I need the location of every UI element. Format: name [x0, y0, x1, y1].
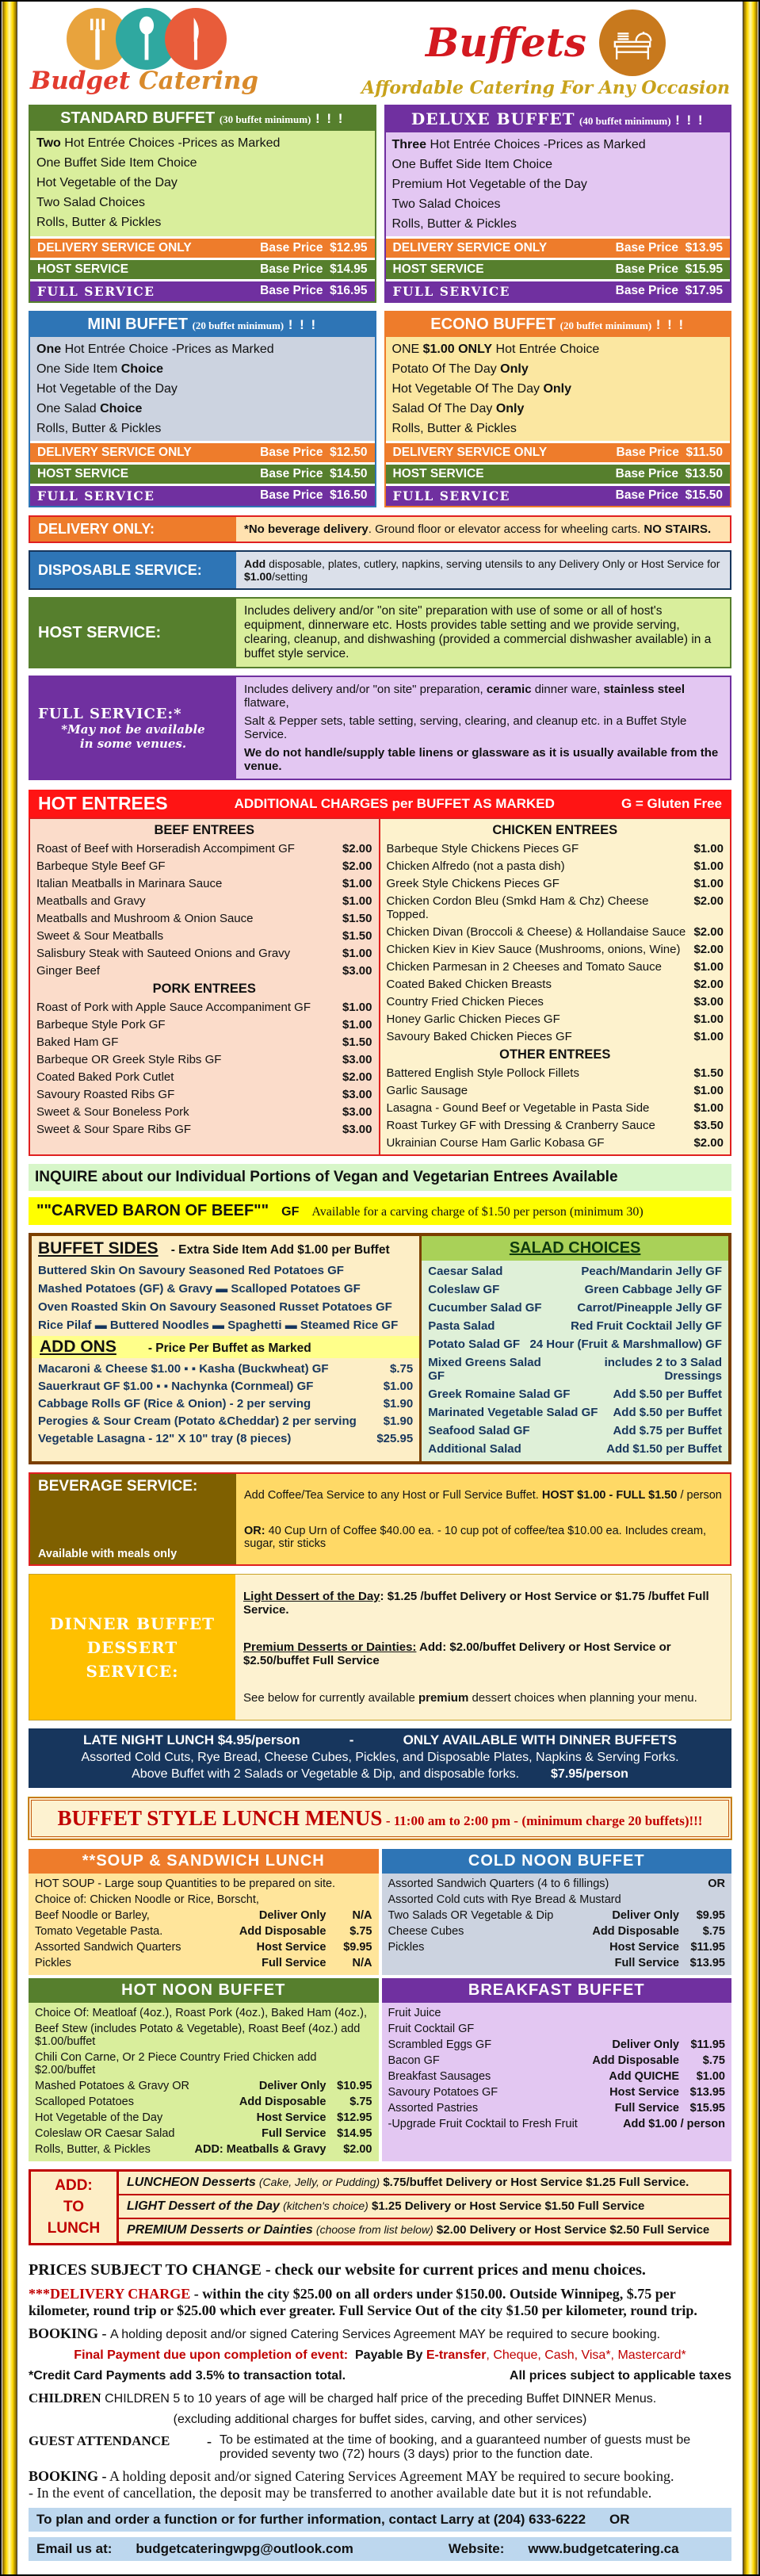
buffet-feature-line: Three Hot Entrée Choices -Prices as Marked	[391, 137, 646, 151]
credit-card-note: *Credit Card Payments add 3.5% to transaction total. All prices subject to applicable taxes	[29, 2369, 731, 2383]
soup-sandwich-lunch-card	[29, 1849, 379, 1975]
full-service-label: FULL SERVICE:* *May not be available in some venues.	[30, 677, 236, 779]
lunch-row: Rolls, Butter, & Pickles ADD: Meatballs & Gravy $2.00	[35, 2143, 372, 2156]
buffet-title: MINI BUFFET	[87, 316, 189, 333]
add-on-row: Cabbage Rolls GF (Rice & Onion) - 2 per serving $1.90	[38, 1396, 414, 1410]
add-ons-subtitle: - Price Per Buffet as Marked	[147, 1342, 311, 1355]
gluten-free-legend: G = Gluten Free	[621, 795, 722, 811]
hot-entrees-header	[29, 790, 731, 817]
menu-item-row: Barbeque Style Chickens Pieces GF $1.00	[386, 841, 724, 855]
full-price-row: FULL SERVICE Base Price $16.95	[30, 281, 375, 301]
lunch-row: Choice Of: Meatloaf (4oz.), Roast Pork (4oz.), Baked Ham (4oz.),	[35, 2007, 368, 2019]
buffet-feature-line: Two Hot Entrée Choices -Prices as Marked	[36, 136, 281, 150]
gold-border-right	[743, 2, 758, 2574]
lunch-row: Scalloped Potatoes Add Disposable $.75	[35, 2096, 372, 2108]
delivery-only-label: DELIVERY ONLY:	[30, 517, 236, 542]
buffet-exclaim: ! ! !	[655, 317, 686, 332]
deluxe-buffet-card	[384, 105, 732, 303]
buffet-feature-line: Rolls, Butter & Pickles	[36, 421, 162, 435]
hot-entrees-title: HOT ENTREES	[38, 793, 168, 813]
econo-buffet-card	[384, 311, 732, 507]
menu-item-row: Savoury Roasted Ribs GF $3.00	[36, 1087, 372, 1101]
chicken-other-column	[380, 819, 731, 1154]
booking-note-2: BOOKING - A holding deposit and/or signed Catering Services Agreement MAY be required to secure booking. - In the event of cancellation, the deposit may be transferred to another available date but it is not refundable.	[29, 2468, 674, 2501]
menu-item-row: Savoury Baked Chicken Pieces GF $1.00	[386, 1029, 724, 1043]
buffet-cards-grid	[29, 105, 731, 507]
menu-item-row: Baked Ham GF $1.50	[36, 1035, 372, 1049]
buffet-feature-line: One Buffet Side Item Choice	[36, 155, 197, 170]
children-note-2: (excluding additional charges for buffet sides, carving, and other services)	[173, 2413, 587, 2426]
knife-icon	[165, 8, 227, 70]
lunch-row: HOT SOUP - Large soup Quantities to be prepared on site.	[35, 1877, 336, 1890]
lunch-row: Beef Stew (includes Potato & Vegetable), Roast Beef (4oz.) add $1.00/buffet	[35, 2023, 361, 2048]
beef-entrees-title: BEEF ENTREES	[154, 823, 255, 837]
buffet-feature-line: Two Salad Choices	[391, 197, 501, 211]
buffet-feature-line: Salad Of The Day Only	[391, 401, 525, 415]
buffet-sides-subtitle: - Extra Side Item Add $1.00 per Buffet	[170, 1243, 390, 1257]
cold-noon-title: COLD NOON BUFFET	[382, 1849, 732, 1874]
lunch-row: Two Salads OR Vegetable & Dip Deliver Only $9.95	[388, 1909, 725, 1922]
lunch-row: Pickles Full Service N/A	[35, 1957, 372, 1969]
menu-item-row: Chicken Cordon Bleu (Smkd Ham & Chz) Cheese Topped. $2.00	[386, 894, 724, 921]
beverage-availability: Available with meals only	[38, 1548, 178, 1560]
menu-item-row: Battered English Style Pollock Fillets $1.50	[386, 1066, 724, 1080]
salad-row: Greek Romaine Salad GF Add $.50 per Buffet	[428, 1388, 722, 1401]
lunch-row: Hot Vegetable of the Day Host Service $12.95	[35, 2111, 372, 2124]
lunch-row: Choice of: Chicken Noodle or Rice, Borscht,	[35, 1893, 259, 1906]
guest-attendance-note: GUEST ATTENDANCE - To be estimated at the time of booking, and a guaranteed number of guests must be provided seventy two (72) hours (3 days) prior to the function date.	[29, 2433, 691, 2461]
host-price-row: HOST SERVICE Base Price $14.50	[30, 465, 375, 484]
buffet-feature-line: Premium Hot Vegetable of the Day	[391, 177, 587, 191]
full-service-sub1: *May not be available	[61, 722, 205, 737]
menu-item-row: Garlic Sausage $1.00	[386, 1083, 724, 1097]
brand-name	[30, 67, 258, 95]
buffet-title: DELUXE BUFFET	[411, 109, 575, 128]
email-website-banner	[29, 2537, 731, 2561]
lunch-row: -Upgrade Fruit Cocktail to Fresh Fruit Add $1.00 / person	[388, 2118, 725, 2130]
buffet-feature-line: ONE $1.00 ONLY Hot Entrée Choice	[391, 342, 600, 356]
dinner-dessert-label: DINNER BUFFET DESSERT SERVICE:	[29, 1575, 235, 1720]
econo-buffet-header	[386, 312, 731, 337]
buffet-features	[30, 337, 375, 441]
buffet-features	[386, 337, 731, 441]
host-service-label: HOST SERVICE:	[30, 599, 236, 667]
brand-word-budget: Budget	[30, 67, 131, 95]
buffet-feature-line: One Side Item Choice	[36, 362, 164, 376]
beverage-service-note	[29, 1472, 731, 1566]
gold-border-left	[2, 2, 17, 2574]
lunch-row: Mashed Potatoes & Gravy OR Deliver Only $10.95	[35, 2080, 372, 2092]
email-label: Email us at:	[36, 2541, 113, 2556]
full-price-row: FULL SERVICE Base Price $16.50	[30, 486, 375, 506]
footer-notes	[29, 2253, 731, 2568]
buffet-exclaim: ! ! !	[675, 113, 705, 128]
cold-noon-buffet-card	[382, 1849, 732, 1975]
lunch-row: Scrambled Eggs GF Deliver Only $11.95	[388, 2038, 725, 2051]
hot-noon-buffet-card	[29, 1978, 379, 2161]
breakfast-title: BREAKFAST BUFFET	[382, 1978, 732, 2003]
website-label: Website:	[448, 2541, 505, 2556]
brand-word-catering: Catering	[138, 67, 259, 95]
hot-noon-title: HOT NOON BUFFET	[29, 1978, 379, 2003]
menu-item-row: Country Fried Chicken Pieces $3.00	[386, 994, 724, 1009]
pork-entrees-title: PORK ENTREES	[152, 982, 256, 996]
add-to-lunch-table	[29, 2169, 731, 2245]
disposable-service-text: Add disposable, plates, cutlery, napkins, serving utensils to any Delivery Only or Host Service for $1.00/setting	[236, 552, 730, 588]
menu-item-row: Meatballs and Gravy $1.00	[36, 894, 372, 908]
buffet-sides-title: BUFFET SIDES	[38, 1239, 158, 1257]
hot-noon-body	[29, 2003, 379, 2161]
contact-banner: To plan and order a function or for further information, contact Larry at (204) 633-6222 OR	[29, 2508, 731, 2532]
late-night-lunch-items: Assorted Cold Cuts, Rye Bread, Cheese Cubes, Pickles, and Disposable Plates, Napkins & Serving Forks.	[81, 1751, 679, 1764]
add-to-lunch-row: LUNCHEON Desserts (Cake, Jelly, or Pudding) $.75/buffet Delivery or Host Service $1.25 Full Service.	[119, 2172, 729, 2195]
hot-entrees-subtitle: ADDITIONAL CHARGES per BUFFET AS MARKED	[234, 795, 555, 811]
lunch-menus-banner: BUFFET STYLE LUNCH MENUS - 11:00 am to 2:00 pm - (minimum charge 20 buffets)!!!	[29, 1797, 731, 1839]
add-on-row: Sauerkraut GF $1.00 ▪ ▪ Nachynka (Cornmeal) GF $1.00	[38, 1379, 414, 1393]
tagline: Affordable Catering For Any Occasion	[361, 78, 730, 98]
add-to-lunch-rows	[119, 2172, 729, 2243]
delivery-only-text: *No beverage delivery. Ground floor or elevator access for wheeling carts. NO STAIRS.	[236, 517, 730, 542]
full-service-note	[29, 676, 731, 780]
menu-item-row: Greek Style Chickens Pieces GF $1.00	[386, 876, 724, 890]
lunch-row: Bacon GF Add Disposable $.75	[388, 2054, 725, 2067]
host-price-row: HOST SERVICE Base Price $13.50	[386, 465, 731, 484]
lunch-row: Assorted Cold cuts with Rye Bread & Mustard	[388, 1893, 621, 1906]
side-item-line: Mashed Potatoes (GF) & Gravy ▬ Scalloped Potatoes GF	[38, 1282, 361, 1296]
salad-row: Mixed Greens Salad GF includes 2 to 3 Salad Dressings	[428, 1356, 722, 1383]
side-item-line: Oven Roasted Skin On Savoury Seasoned Russet Potatoes GF	[38, 1300, 392, 1314]
buffet-exclaim: ! ! !	[288, 317, 318, 332]
menu-item-row: Meatballs and Mushroom & Onion Sauce $1.50	[36, 911, 372, 925]
dinner-dessert-note	[29, 1574, 731, 1721]
buffet-feature-line: One Salad Choice	[36, 401, 143, 415]
deluxe-buffet-header	[386, 106, 731, 132]
standard-buffet-header	[30, 106, 375, 131]
carved-baron-title: ""CARVED BARON OF BEEF""	[36, 1202, 269, 1219]
host-service-note	[29, 597, 731, 668]
buffet-title: STANDARD BUFFET	[60, 109, 216, 127]
contact-phone-line: To plan and order a function or for further information, contact Larry at (204) 633-6222	[36, 2512, 586, 2527]
buffet-feature-line: Two Salad Choices	[36, 195, 145, 209]
side-item-line: Rice Pilaf ▬ Buttered Noodles ▬ Spaghetti ▬ Steamed Rice GF	[38, 1319, 399, 1332]
menu-item-row: Barbeque Style Beef GF $2.00	[36, 859, 372, 873]
lunch-row: Beef Noodle or Barley, Deliver Only N/A	[35, 1909, 372, 1922]
lunch-row: Coleslaw OR Caesar Salad Full Service $14.95	[35, 2127, 372, 2140]
beverage-service-label: BEVERAGE SERVICE: Available with meals only	[30, 1474, 236, 1564]
menu-item-row: Sweet & Sour Boneless Pork $3.00	[36, 1104, 372, 1119]
lunch-row: Assorted Sandwich Quarters (4 to 6 fillings) OR	[388, 1877, 725, 1890]
buffet-minimum: (30 buffet minimum)	[219, 113, 311, 125]
booking-note-1: BOOKING - A holding deposit and/or signed Catering Services Agreement MAY be required to secure booking.	[29, 2325, 661, 2341]
delivery-price-row: DELIVERY SERVICE ONLY Base Price $13.95	[386, 239, 731, 258]
buffet-feature-line: Hot Vegetable of the Day	[36, 381, 178, 396]
buffet-feature-line: Rolls, Butter & Pickles	[36, 215, 162, 229]
buffet-features	[386, 132, 731, 236]
buffet-feature-line: One Buffet Side Item Choice	[391, 157, 552, 171]
add-on-row: Vegetable Lasagna - 12" X 10" tray (8 pieces) $25.95	[38, 1431, 414, 1445]
utensils-logo	[67, 8, 227, 70]
buffet-feature-line: Rolls, Butter & Pickles	[391, 421, 517, 435]
salad-choices-column	[422, 1236, 728, 1461]
host-service-text: Includes delivery and/or "on site" preparation with use of some or all of host's equipment, dinnerware etc. Hosts provides table setting and we provide serving, clearing, cleanup, and dishwashing (provided a commercial dishwasher available) in a buffet style service.	[236, 599, 730, 667]
chicken-entrees-title: CHICKEN ENTREES	[492, 823, 618, 837]
children-note: CHILDREN CHILDREN 5 to 10 years of age will be charged half price of the preceding Buffet DINNER Menus.	[29, 2390, 657, 2406]
salad-row: Coleslaw GF Green Cabbage Jelly GF	[428, 1283, 722, 1296]
breakfast-body	[382, 2003, 732, 2161]
menu-item-row: Roast of Beef with Horseradish Accompiment GF $2.00	[36, 841, 372, 855]
prices-subject-note: PRICES SUBJECT TO CHANGE - check our website for current prices and menu choices.	[29, 2261, 646, 2279]
website-link[interactable]: www.budgetcatering.ca	[528, 2541, 679, 2556]
carved-baron-text: Available for a carving charge of $1.50 per person (minimum 30)	[311, 1205, 644, 1219]
host-price-row: HOST SERVICE Base Price $15.95	[386, 260, 731, 279]
buffet-exclaim: ! ! !	[315, 111, 345, 126]
host-price-row: HOST SERVICE Base Price $14.95	[30, 260, 375, 279]
lunch-row: Assorted Pastries Full Service $15.95	[388, 2102, 725, 2115]
salad-row: Marinated Vegetable Salad GF Add $.50 per Buffet	[428, 1406, 722, 1419]
full-service-sub2: in some venues.	[79, 736, 187, 751]
buffet-feature-line: Rolls, Butter & Pickles	[391, 216, 517, 231]
soup-sandwich-title: **SOUP & SANDWICH LUNCH	[29, 1849, 379, 1874]
salad-row: Pasta Salad Red Fruit Cocktail Jelly GF	[428, 1319, 722, 1333]
beef-pork-column	[30, 819, 380, 1154]
disposable-service-note	[29, 550, 731, 590]
cold-noon-body	[382, 1874, 732, 1975]
menu-item-row: Chicken Alfredo (not a pasta dish) $1.00	[386, 859, 724, 873]
sides-salads-box	[29, 1233, 731, 1464]
page-header	[29, 5, 731, 101]
lunch-row: Fruit Cocktail GF	[388, 2023, 475, 2035]
salad-row: Cucumber Salad GF Carrot/Pineapple Jelly GF	[428, 1301, 722, 1315]
lunch-row: Fruit Juice	[388, 2007, 441, 2019]
mini-buffet-card	[29, 311, 376, 507]
brand-block	[30, 8, 258, 95]
menu-item-row: Coated Baked Pork Cutlet $2.00	[36, 1070, 372, 1084]
lunch-row: Assorted Sandwich Quarters Host Service $9.95	[35, 1941, 372, 1954]
lunch-row: Full Service $13.95	[614, 1957, 725, 1969]
delivery-price-row: DELIVERY SERVICE ONLY Base Price $12.50	[30, 443, 375, 462]
lunch-row: Savoury Potatoes GF Host Service $13.95	[388, 2086, 725, 2099]
menu-item-row: Barbeque OR Greek Style Ribs GF $3.00	[36, 1052, 372, 1066]
delivery-price-row: DELIVERY SERVICE ONLY Base Price $12.95	[30, 239, 375, 258]
lunch-menu-grid	[29, 1849, 731, 2161]
menu-item-row: Ginger Beef $3.00	[36, 963, 372, 978]
lunch-row: Tomato Vegetable Pasta. Add Disposable $.75	[35, 1925, 372, 1938]
side-item-line: Buttered Skin On Savoury Seasoned Red Potatoes GF	[38, 1264, 344, 1277]
lunch-row: Pickles Host Service $11.95	[388, 1941, 725, 1954]
full-price-row: FULL SERVICE Base Price $15.50	[386, 486, 731, 506]
salad-row: Seafood Salad GF Add $.75 per Buffet	[428, 1424, 722, 1437]
page-title: Buffets	[426, 19, 587, 66]
add-on-row: Perogies & Sour Cream (Potato &Cheddar) 2 per serving $1.90	[38, 1414, 414, 1428]
add-on-row: Macaroni & Cheese $1.00 ▪ ▪ Kasha (Buckwheat) GF $.75	[38, 1361, 414, 1376]
menu-item-row: Coated Baked Chicken Breasts $2.00	[386, 977, 724, 991]
add-ons-header	[32, 1336, 419, 1358]
menu-item-row: Roast Turkey GF with Dressing & Cranberry Sauce $3.50	[386, 1118, 724, 1132]
soup-sandwich-body	[29, 1874, 379, 1975]
menu-item-row: Salisbury Steak with Sauteed Onions and Gravy $1.00	[36, 946, 372, 960]
menu-item-row: Sweet & Sour Meatballs $1.50	[36, 928, 372, 943]
menu-item-row: Chicken Divan (Broccoli & Cheese) & Hollandaise Sauce $2.00	[386, 924, 724, 939]
buffet-features	[30, 131, 375, 236]
menu-item-row: Chicken Parmesan in 2 Cheeses and Tomato Sauce $1.00	[386, 959, 724, 974]
disposable-service-label: DISPOSABLE SERVICE:	[30, 552, 236, 588]
delivery-price-row: DELIVERY SERVICE ONLY Base Price $11.50	[386, 443, 731, 462]
dinner-dessert-text: Light Dessert of the Day: $1.25 /buffet Delivery or Host Service or $1.75 /buffet Full Service. Premium Desserts or Dainties: Add: $2.00/buffet Delivery or Host Service or $2.50/buffet Full Service See below for currently available premium dessert choices when planning your menu.	[235, 1575, 731, 1720]
buffet-table-icon	[599, 10, 666, 76]
hot-entrees-columns	[29, 817, 731, 1156]
full-price-row: FULL SERVICE Base Price $17.95	[386, 281, 731, 301]
buffet-feature-line: Potato Of The Day Only	[391, 362, 529, 376]
buffet-sides-header	[38, 1236, 413, 1261]
final-payment-note: Final Payment due upon completion of event: Payable By E-transfer, Cheque, Cash, Visa*, Mastercard*	[74, 2348, 686, 2362]
buffet-feature-line: Hot Vegetable Of The Day Only	[391, 381, 571, 396]
buffet-sides-column	[32, 1236, 422, 1461]
vegan-inquire-banner: INQUIRE about our Individual Portions of Vegan and Vegetarian Entrees Available	[29, 1164, 731, 1191]
salad-row: Caesar Salad Peach/Mandarin Jelly GF	[428, 1265, 722, 1278]
buffet-minimum: (20 buffet minimum)	[192, 320, 285, 331]
menu-item-row: Italian Meatballs in Marinara Sauce $1.00	[36, 876, 372, 890]
title-block	[361, 8, 730, 98]
lunch-row: Cheese Cubes Add Disposable $.75	[388, 1925, 725, 1938]
buffet-feature-line: Hot Vegetable of the Day	[36, 175, 178, 189]
carved-baron-banner	[29, 1197, 731, 1225]
menu-item-row: Sweet & Sour Spare Ribs GF $3.00	[36, 1122, 372, 1136]
delivery-only-note	[29, 515, 731, 543]
email-link[interactable]: budgetcateringwpg@outlook.com	[136, 2541, 353, 2556]
menu-item-row: Chicken Kiev in Kiev Sauce (Mushrooms, onions, Wine) $2.00	[386, 942, 724, 956]
add-ons-title: ADD ONS	[40, 1338, 116, 1356]
beverage-service-text: Add Coffee/Tea Service to any Host or Full Service Buffet. HOST $1.00 - FULL $1.50 / person OR: 40 Cup Urn of Coffee $40.00 ea. - 10 cup pot of coffee/tea $10.00 ea. Includes cream, sugar, stir sticks	[236, 1474, 730, 1564]
menu-item-row: Roast of Pork with Apple Sauce Accompaniment GF $1.00	[36, 1000, 372, 1014]
buffet-minimum: (40 buffet minimum)	[579, 115, 671, 127]
buffet-minimum: (20 buffet minimum)	[559, 320, 652, 331]
salad-choices-header: SALAD CHOICES	[422, 1236, 728, 1261]
late-night-lunch-banner: LATE NIGHT LUNCH $4.95/person - ONLY AVAILABLE WITH DINNER BUFFETS Assorted Cold Cuts, Rye Bread, Cheese Cubes, Pickles, and Disposable Plates, Napkins & Serving Forks. Above Buffet with 2 Salads or Vegetable & Dip, and disposable forks. $7.95/person	[29, 1728, 731, 1788]
menu-item-row: Lasagna - Gound Beef or Vegetable in Pasta Side $1.00	[386, 1100, 724, 1115]
lunch-row: Chili Con Carne, Or 2 Piece Country Fried Chicken add $2.00/buffet	[35, 2051, 317, 2076]
menu-item-row: Barbeque Style Pork GF $1.00	[36, 1017, 372, 1032]
carved-baron-gf: GF	[281, 1205, 300, 1219]
other-entrees-title: OTHER ENTREES	[499, 1047, 611, 1062]
salad-row: Potato Salad GF 24 Hour (Fruit & Marshmallow) GF	[428, 1338, 722, 1351]
breakfast-buffet-card	[382, 1978, 732, 2161]
buffet-title: ECONO BUFFET	[430, 316, 556, 333]
add-to-lunch-row: LIGHT Dessert of the Day (kitchen's choice) $1.25 Delivery or Host Service $1.50 Full Service	[119, 2195, 729, 2219]
lunch-row: Breakfast Sausages Add QUICHE $1.00	[388, 2070, 725, 2083]
standard-buffet-card	[29, 105, 376, 303]
menu-item-row: Ukrainian Course Ham Garlic Kobasa GF $2.00	[386, 1135, 724, 1150]
add-to-lunch-row: PREMIUM Desserts or Dainties (choose from list below) $2.00 Delivery or Host Service $2.50 Full Service	[119, 2219, 729, 2243]
salad-row: Additional Salad Add $1.50 per Buffet	[428, 1442, 722, 1456]
menu-item-row: Honey Garlic Chicken Pieces GF $1.00	[386, 1012, 724, 1026]
full-service-text: Includes delivery and/or "on site" preparation, ceramic dinner ware, stainless steel flatware, Salt & Pepper sets, table setting, serving, clearing, and cleanup etc. in a Buffet Style Service. We do not handle/supply table linens or glassware as it is usually available from the venue.	[236, 677, 730, 779]
buffet-feature-line: One Hot Entrée Choice -Prices as Marked	[36, 342, 274, 356]
mini-buffet-header	[30, 312, 375, 337]
delivery-charge-note: ***DELIVERY CHARGE - within the city $25.00 on all orders under $150.00. Outside Winnipeg, $.75 per kilometer, round trip or $25.00 which ever greater. Full Service Out of the city $1.50 per kilometer, round trip.	[29, 2286, 697, 2318]
add-to-lunch-label: ADD: TO LUNCH	[31, 2172, 119, 2243]
